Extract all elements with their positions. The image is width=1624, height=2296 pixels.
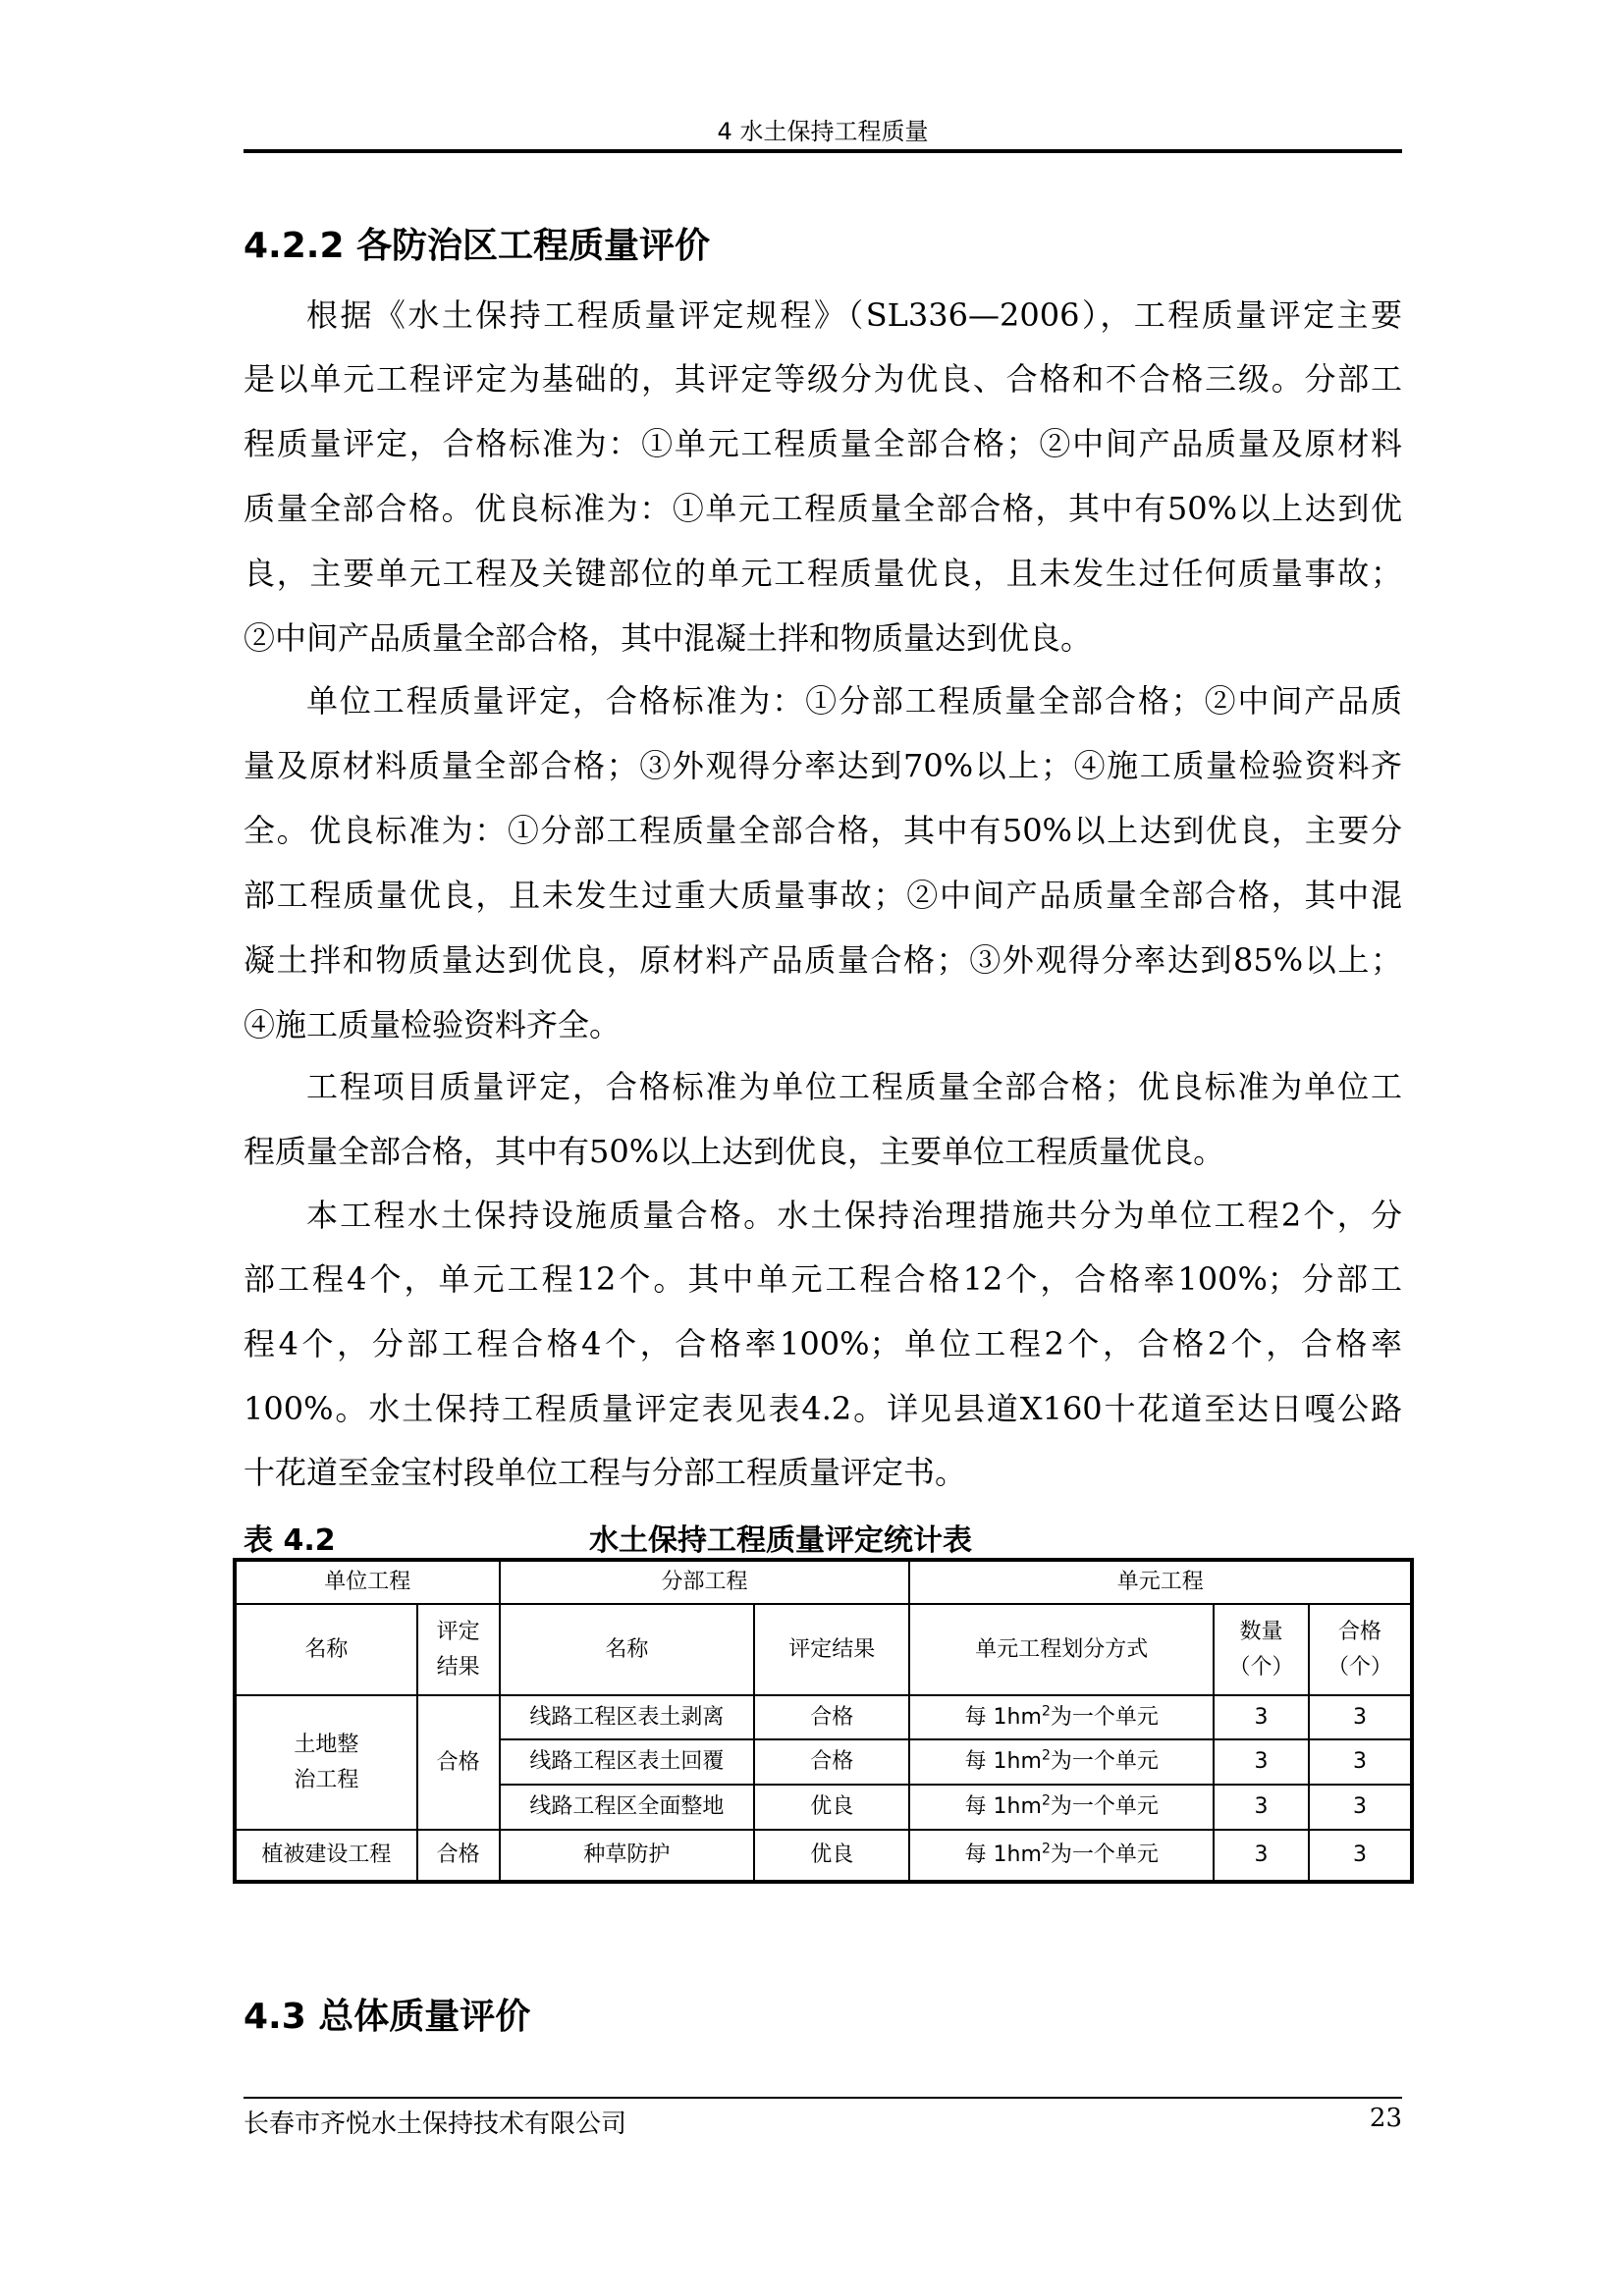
footer-rule xyxy=(244,2097,1402,2099)
table-row xyxy=(235,1695,1412,1739)
quality-table xyxy=(233,1558,1414,1884)
element-count: 3 xyxy=(1214,1739,1309,1785)
table-title: 水土保持工程质量评定统计表 xyxy=(589,1523,972,1558)
table-row xyxy=(235,1830,1412,1882)
page-number: 23 xyxy=(1369,2104,1402,2133)
paragraph-line: 全。优良标准为：①分部工程质量全部合格，其中有50%以上达到优良，主要分 xyxy=(244,812,1402,849)
paragraph-line: ②中间产品质量全部合格，其中混凝土拌和物质量达到优良。 xyxy=(244,619,1093,657)
element-count: 3 xyxy=(1214,1785,1309,1830)
method-text: 为一个单元 xyxy=(1050,1794,1159,1820)
paragraph-line: 程4个，分部工程合格4个，合格率100%；单位工程2个，合格2个，合格率 xyxy=(244,1325,1402,1362)
unit-name: 土地整治工程 xyxy=(235,1695,417,1830)
paragraph-line: 量及原材料质量全部合格；③外观得分率达到70%以上；④施工质量检验资料齐 xyxy=(244,747,1402,784)
part-name: 线路工程区表土回覆 xyxy=(500,1739,755,1785)
element-qualified: 3 xyxy=(1309,1739,1412,1785)
running-header: 4 水土保持工程质量 xyxy=(717,118,929,145)
part-name: 线路工程区全面整地 xyxy=(500,1785,755,1830)
element-qualified: 3 xyxy=(1309,1785,1412,1830)
section-heading-4-2-2: 4.2.2 各防治区工程质量评价 xyxy=(244,226,711,266)
method-text: 为一个单元 xyxy=(1050,1749,1159,1775)
col-count: 数量（个） xyxy=(1214,1604,1309,1695)
part-result: 优良 xyxy=(754,1785,909,1830)
part-result: 合格 xyxy=(754,1695,909,1739)
paragraph-line: 良，主要单元工程及关键部位的单元工程质量优良，且未发生过任何质量事故； xyxy=(244,555,1402,592)
col-unit-result: 评定结果 xyxy=(417,1604,500,1695)
element-count: 3 xyxy=(1214,1830,1309,1882)
paragraph-line: 本工程水土保持设施质量合格。水土保持治理措施共分为单位工程2个，分 xyxy=(306,1197,1402,1234)
table-number: 表 4.2 xyxy=(244,1523,336,1558)
division-method xyxy=(909,1739,1214,1785)
method-superscript: 2 xyxy=(1041,1793,1051,1810)
paragraph-line: 程质量评定，合格标准为：①单元工程质量全部合格；②中间产品质量及原材料 xyxy=(244,425,1402,462)
unit-result: 合格 xyxy=(417,1830,500,1882)
paragraph-line: 是以单元工程评定为基础的，其评定等级分为优良、合格和不合格三级。分部工 xyxy=(244,360,1402,398)
paragraph-line: 根据《水土保持工程质量评定规程》（SL336—2006），工程质量评定主要 xyxy=(306,296,1402,334)
method-text: 为一个单元 xyxy=(1050,1842,1159,1868)
paragraph-line: 凝土拌和物质量达到优良，原材料产品质量合格；③外观得分率达到85%以上； xyxy=(244,941,1402,979)
method-text: 为一个单元 xyxy=(1050,1704,1159,1730)
element-qualified: 3 xyxy=(1309,1830,1412,1882)
paragraph-line: 100%。水土保持工程质量评定表见表4.2。详见县道X160十花道至达日嘎公路 xyxy=(244,1390,1402,1427)
method-superscript: 2 xyxy=(1041,1748,1051,1765)
section-heading-4-3: 4.3 总体质量评价 xyxy=(244,1997,531,2037)
division-method xyxy=(909,1695,1214,1739)
paragraph-line: 部工程质量优良，且未发生过重大质量事故；②中间产品质量全部合格，其中混 xyxy=(244,877,1402,914)
unit-name: 植被建设工程 xyxy=(235,1830,417,1882)
col-part-name: 名称 xyxy=(500,1604,755,1695)
method-text: 每 1hm xyxy=(964,1749,1042,1775)
col-unit-name: 名称 xyxy=(235,1604,417,1695)
paragraph-line: 单位工程质量评定，合格标准为：①分部工程质量全部合格；②中间产品质 xyxy=(306,682,1402,720)
paragraph-line: ④施工质量检验资料齐全。 xyxy=(244,1006,622,1043)
part-name: 线路工程区表土剥离 xyxy=(500,1695,755,1739)
element-qualified: 3 xyxy=(1309,1695,1412,1739)
method-text: 每 1hm xyxy=(964,1794,1042,1820)
table-caption xyxy=(244,1516,1402,1559)
col-method: 单元工程划分方式 xyxy=(909,1604,1214,1695)
unit-result: 合格 xyxy=(417,1695,500,1830)
paragraph-line: 质量全部合格。优良标准为：①单元工程质量全部合格，其中有50%以上达到优 xyxy=(244,490,1402,527)
element-count: 3 xyxy=(1214,1695,1309,1739)
paragraph-line: 工程项目质量评定，合格标准为单位工程质量全部合格；优良标准为单位工 xyxy=(306,1068,1402,1105)
group-header-part: 分部工程 xyxy=(500,1560,910,1604)
paragraph-line: 十花道至金宝村段单位工程与分部工程质量评定书。 xyxy=(244,1454,967,1491)
part-name: 种草防护 xyxy=(500,1830,755,1882)
method-text: 每 1hm xyxy=(964,1704,1042,1730)
method-superscript: 2 xyxy=(1041,1703,1051,1720)
group-header-unit: 单位工程 xyxy=(235,1560,500,1604)
method-text: 每 1hm xyxy=(964,1842,1042,1868)
group-header-element: 单元工程 xyxy=(909,1560,1412,1604)
part-result: 合格 xyxy=(754,1739,909,1785)
header-rule xyxy=(244,149,1402,153)
footer-company: 长春市齐悦水土保持技术有限公司 xyxy=(244,2109,627,2139)
division-method xyxy=(909,1830,1214,1882)
division-method xyxy=(909,1785,1214,1830)
col-qualified: 合格（个） xyxy=(1309,1604,1412,1695)
paragraph-line: 部工程4个，单元工程12个。其中单元工程合格12个，合格率100%；分部工 xyxy=(244,1260,1402,1298)
part-result: 优良 xyxy=(754,1830,909,1882)
method-superscript: 2 xyxy=(1041,1842,1051,1858)
paragraph-line: 程质量全部合格，其中有50%以上达到优良，主要单位工程质量优良。 xyxy=(244,1133,1225,1170)
col-part-result: 评定结果 xyxy=(754,1604,909,1695)
